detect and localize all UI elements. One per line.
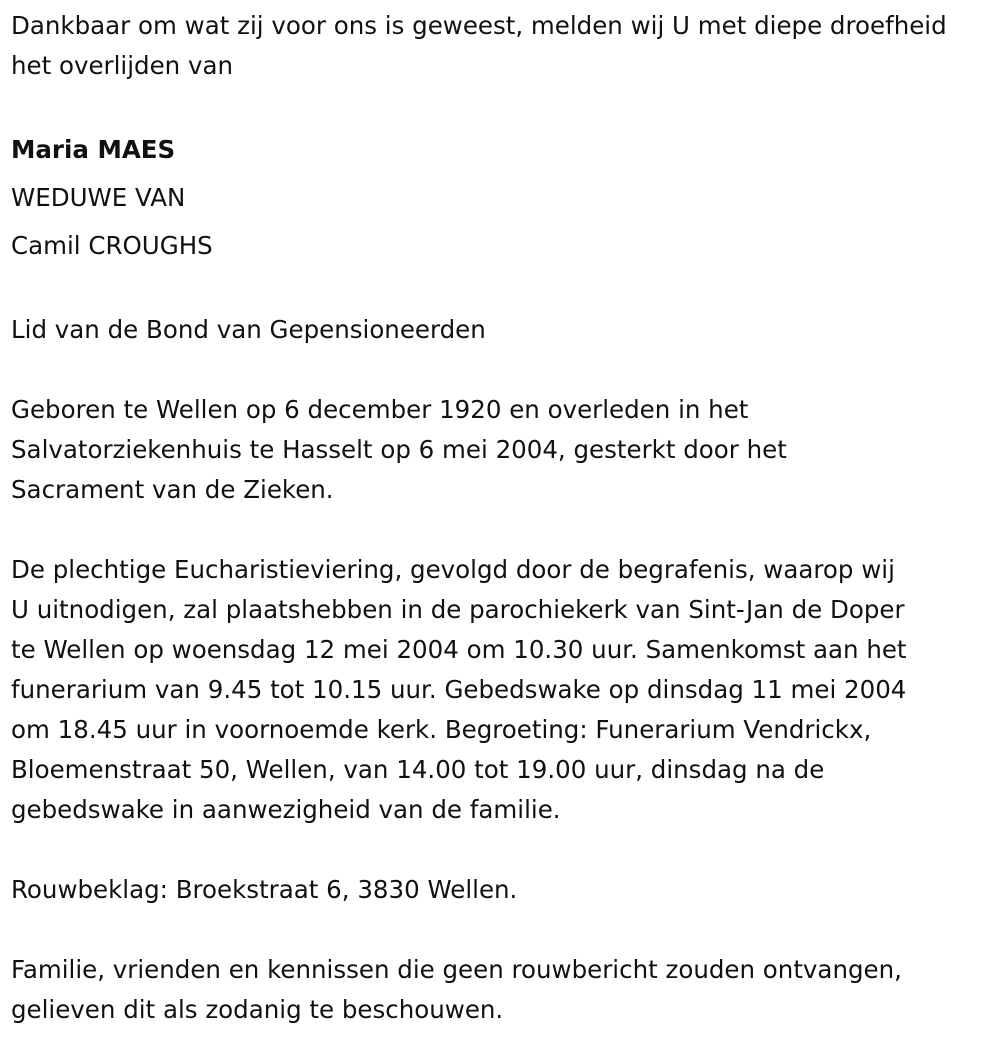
ceremony-line: Bloemenstraat 50, Wellen, van 14.00 tot 19.00 uur, dinsdag na de xyxy=(11,755,825,784)
ceremony-line: te Wellen op woensdag 12 mei 2004 om 10.30 uur. Samenkomst aan het xyxy=(11,635,907,664)
ceremony-line: funerarium van 9.45 tot 10.15 uur. Gebedswake op dinsdag 11 mei 2004 xyxy=(11,675,907,704)
intro-text: Dankbaar om wat zij voor ons is geweest, melden wij U met diepe droefheid het overlijden van xyxy=(11,11,947,80)
membership-text: Lid van de Bond van Gepensioneerden xyxy=(11,315,486,344)
deceased-name: Maria MAES xyxy=(11,135,176,164)
birth-death-line: Geboren te Wellen op 6 december 1920 en overleden in het xyxy=(11,395,749,424)
condolences-address: Rouwbeklag: Broekstraat 6, 3830 Wellen. xyxy=(11,875,518,904)
ceremony-paragraph xyxy=(11,550,986,830)
birth-death-paragraph xyxy=(11,390,986,510)
deceased-relation: WEDUWE VAN xyxy=(11,183,186,212)
closing-paragraph xyxy=(11,950,986,1030)
ceremony-line: U uitnodigen, zal plaatshebben in de parochiekerk van Sint-Jan de Doper xyxy=(11,595,905,624)
deceased-block xyxy=(11,126,989,270)
closing-line: Familie, vrienden en kennissen die geen rouwbericht zouden ontvangen, xyxy=(11,955,902,984)
closing-line: gelieven dit als zodanig te beschouwen. xyxy=(11,995,504,1024)
spouse-name: Camil CROUGHS xyxy=(11,231,213,260)
ceremony-line: om 18.45 uur in voornoemde kerk. Begroeting: Funerarium Vendrickx, xyxy=(11,715,872,744)
birth-death-line: Salvatorziekenhuis te Hasselt op 6 mei 2004, gesterkt door het xyxy=(11,435,787,464)
ceremony-line: De plechtige Eucharistieviering, gevolgd door de begrafenis, waarop wij xyxy=(11,555,895,584)
ceremony-line: gebedswake in aanwezigheid van de familie. xyxy=(11,795,561,824)
birth-death-line: Sacrament van de Zieken. xyxy=(11,475,334,504)
